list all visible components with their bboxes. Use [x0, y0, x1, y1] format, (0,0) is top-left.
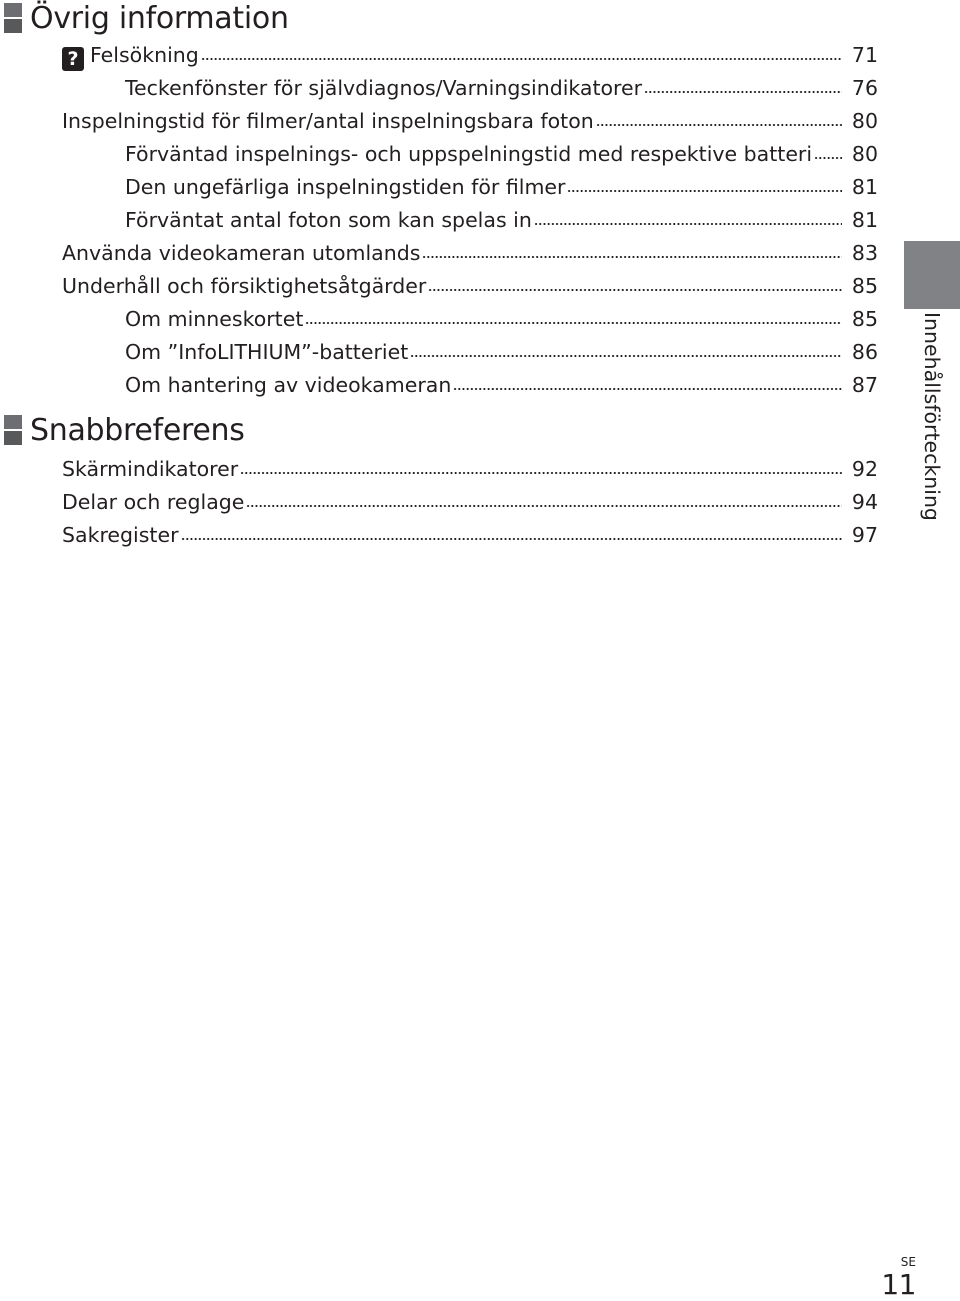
toc-page-number: 81	[851, 175, 878, 199]
toc-entry[interactable]	[125, 171, 878, 204]
toc-entry[interactable]	[62, 519, 878, 552]
toc-entry-label: Förväntad inspelnings- och uppspelningstid med respektive batteri	[125, 142, 813, 166]
toc-entry-label: Underhåll och försiktighetsåtgärder	[62, 274, 427, 298]
toc-entry[interactable]	[62, 270, 878, 303]
side-tab-label[interactable]: Innehållsförteckning	[920, 312, 944, 521]
toc-page-number: 92	[851, 457, 878, 481]
toc-page-number: 87	[851, 373, 878, 397]
toc-page-number: 85	[851, 307, 878, 331]
side-tab-marker[interactable]	[904, 241, 960, 309]
dot-leader	[181, 536, 842, 542]
toc-page-number: 80	[851, 142, 878, 166]
toc-page-number: 81	[851, 208, 878, 232]
toc-page-number: 94	[851, 490, 878, 514]
toc-entry[interactable]	[125, 369, 878, 402]
dot-leader	[644, 89, 842, 95]
toc-entry-label: Delar och reglage	[62, 490, 245, 514]
toc-entry[interactable]	[62, 237, 878, 270]
toc-page-number: 85	[851, 274, 878, 298]
toc-page-number: 80	[851, 109, 878, 133]
toc-entry[interactable]	[62, 453, 878, 486]
toc-entry[interactable]	[125, 138, 878, 171]
toc-page-number: 97	[851, 523, 878, 547]
toc-entry-label: Sakregister	[62, 523, 179, 547]
toc-entry-label: Inspelningstid för filmer/antal inspelningsbara foton	[62, 109, 594, 133]
section-title: Snabbreferens	[30, 412, 245, 448]
dot-leader	[240, 470, 842, 476]
dot-leader	[567, 188, 842, 194]
section-bar-icon	[4, 3, 22, 33]
toc-entry-label: Om ”InfoLITHIUM”-batteriet	[125, 340, 409, 364]
dot-leader	[453, 386, 842, 392]
question-icon: ?	[62, 47, 84, 71]
toc-entry-label: Teckenfönster för självdiagnos/Varningsindikatorer	[125, 76, 643, 100]
dot-leader	[814, 155, 842, 161]
toc-entry-felsokning[interactable]	[62, 39, 878, 72]
toc-page-number: 86	[851, 340, 878, 364]
dot-leader	[534, 221, 842, 227]
toc-entry[interactable]	[62, 486, 878, 519]
section-bar-icon	[4, 415, 22, 445]
section-title: Övrig information	[30, 0, 289, 36]
page-footer	[881, 1256, 916, 1299]
page-number: 11	[881, 1268, 916, 1301]
toc-entry[interactable]	[125, 336, 878, 369]
dot-leader	[596, 122, 842, 128]
toc-entry[interactable]	[125, 303, 878, 336]
language-code: SE	[900, 1255, 916, 1269]
toc-entry-label: Förväntat antal foton som kan spelas in	[125, 208, 532, 232]
toc-page-number: 83	[851, 241, 878, 265]
toc-page-number: 76	[851, 76, 878, 100]
section-heading-ovrig-information	[4, 0, 289, 36]
toc-entry-label: Om minneskortet	[125, 307, 304, 331]
dot-leader	[201, 56, 842, 62]
toc-entry[interactable]	[125, 72, 878, 105]
dot-leader	[305, 320, 842, 326]
section-heading-snabbreferens	[4, 412, 245, 448]
dot-leader	[410, 353, 842, 359]
dot-leader	[246, 503, 842, 509]
toc-entry-label: Skärmindikatorer	[62, 457, 239, 481]
toc-entry-label: Använda videokameran utomlands	[62, 241, 421, 265]
toc-entry-label: Om hantering av videokameran	[125, 373, 452, 397]
toc-entry[interactable]	[125, 204, 878, 237]
toc-entry[interactable]	[62, 105, 878, 138]
dot-leader	[422, 254, 842, 260]
dot-leader	[428, 287, 842, 293]
toc-entry-label: Den ungefärliga inspelningstiden för filmer	[125, 175, 566, 199]
toc-entry-label: Felsökning	[90, 43, 199, 67]
toc-page-number: 71	[851, 43, 878, 67]
